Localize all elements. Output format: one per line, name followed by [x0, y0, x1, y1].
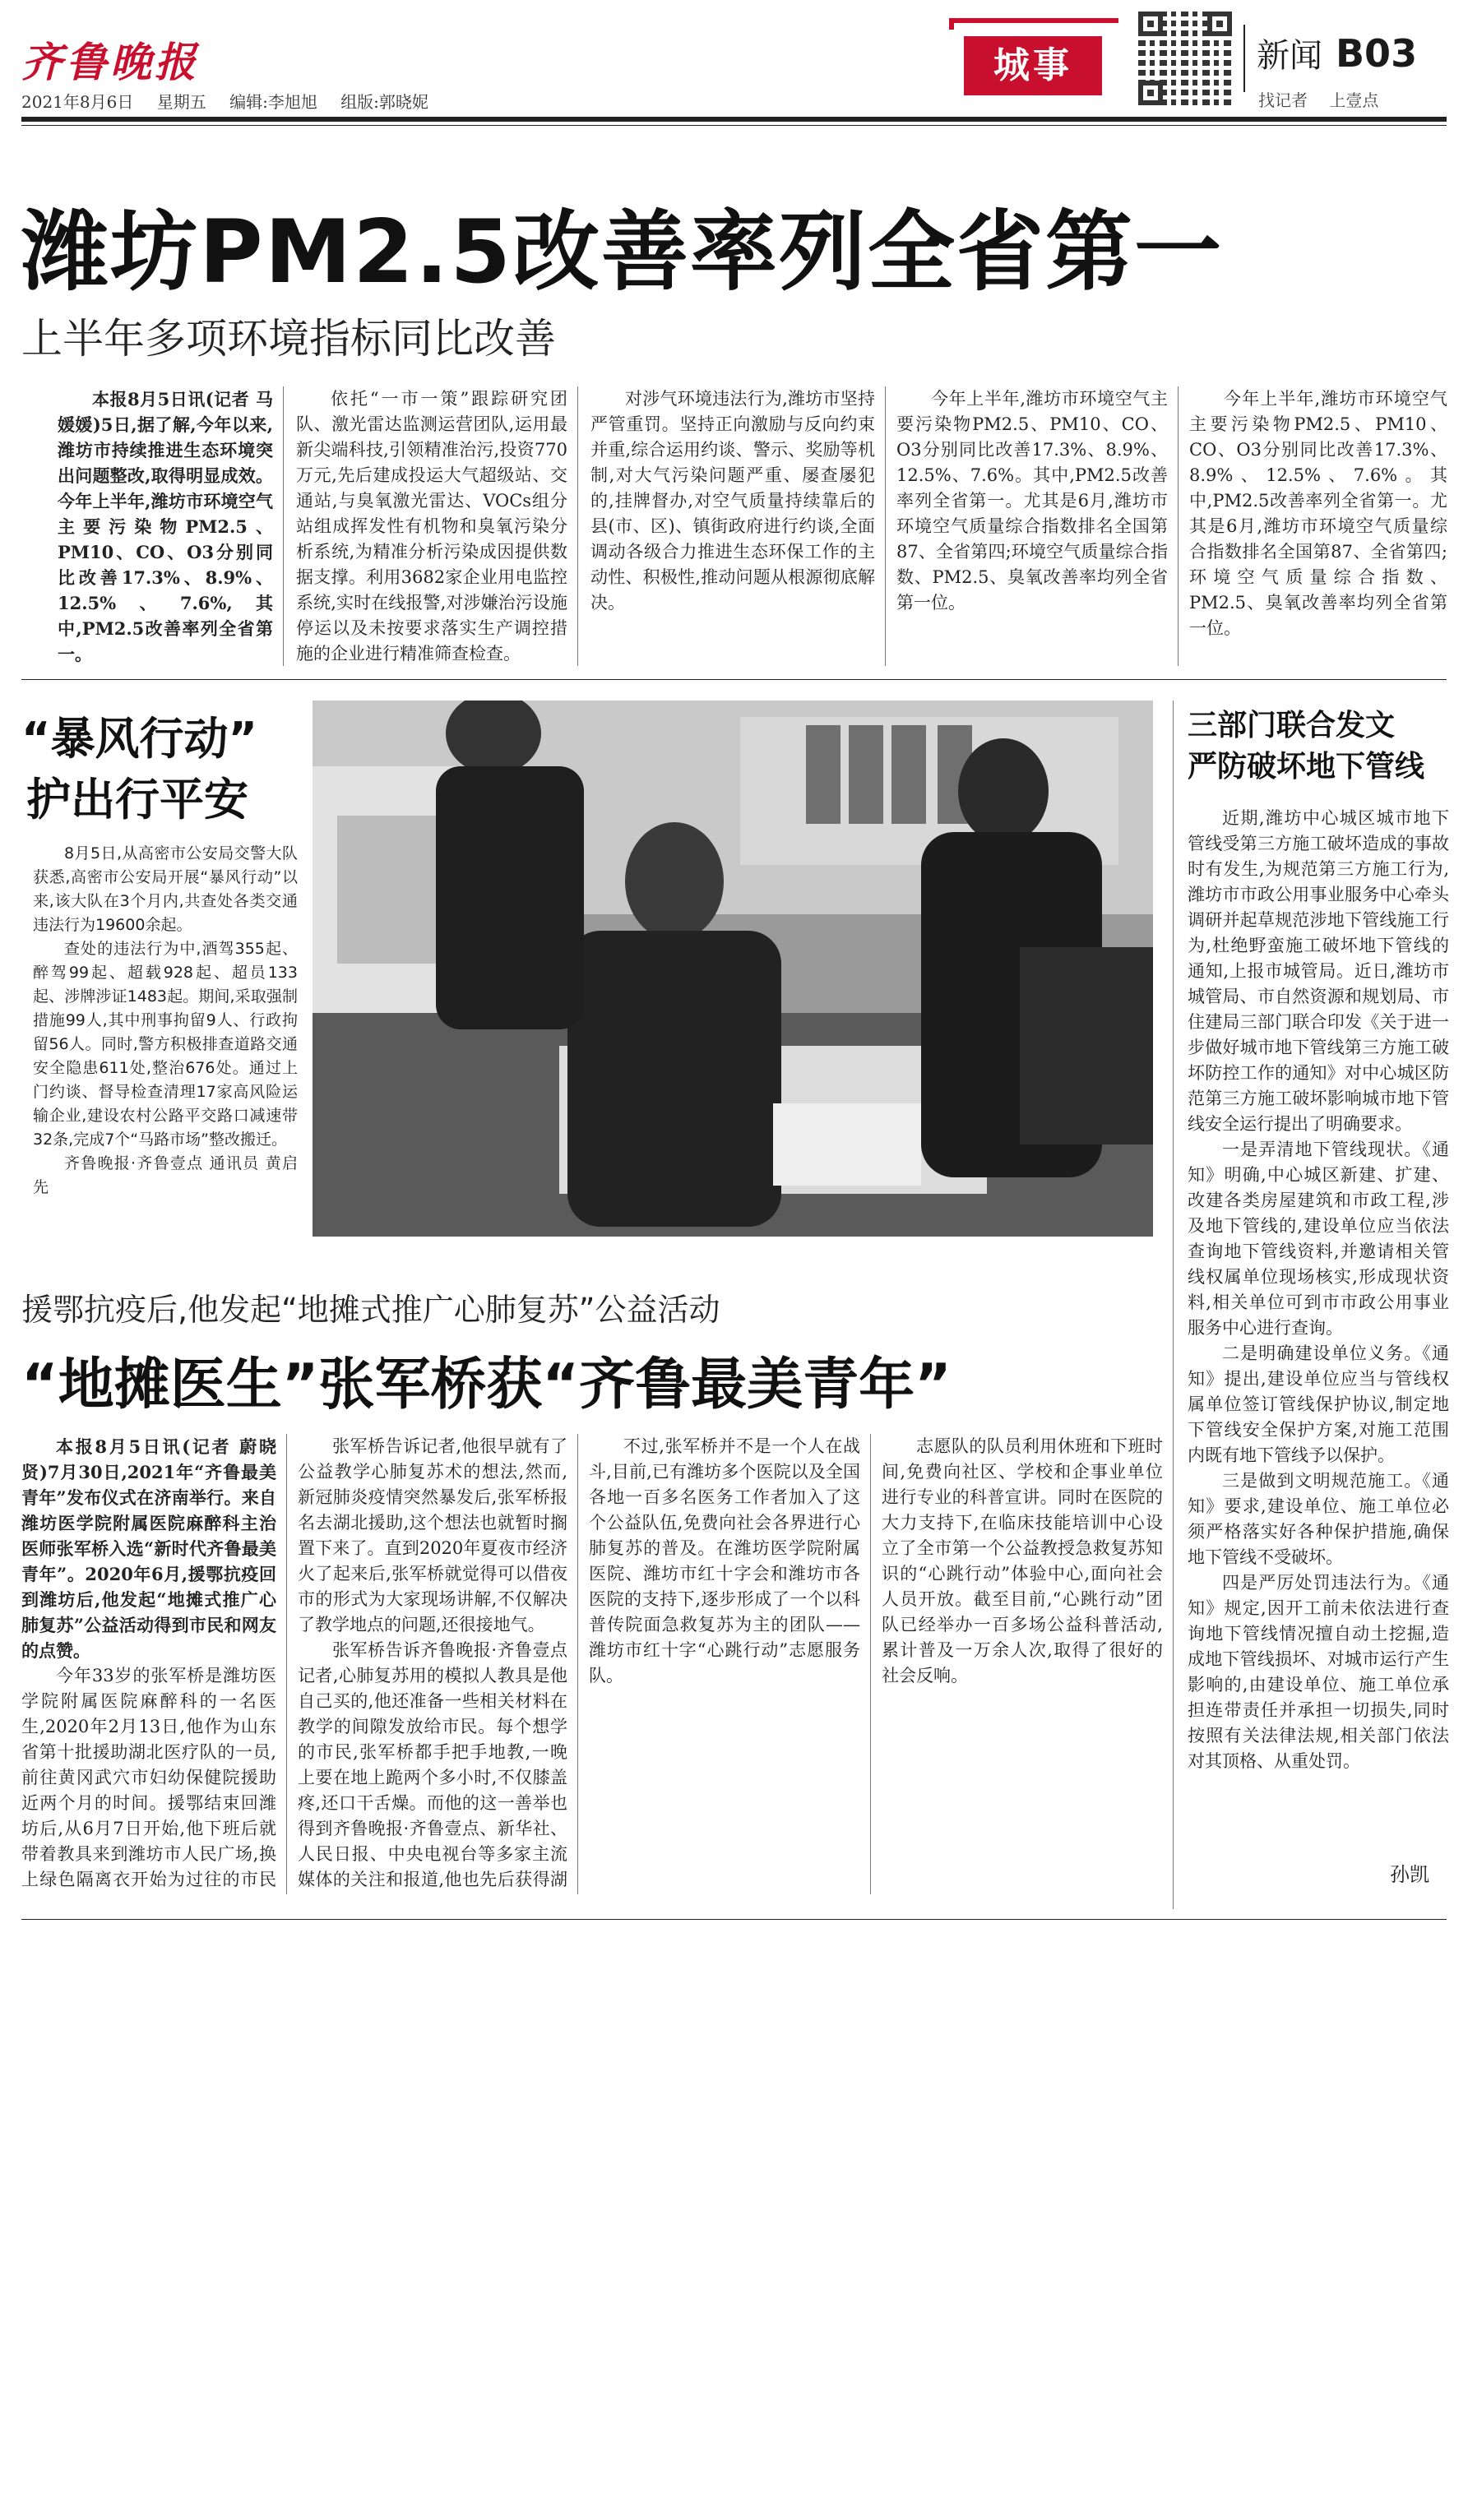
- police-scene-image: [313, 701, 1153, 1237]
- lead-headline: 潍坊PM2.5改善率列全省第一: [21, 201, 1223, 303]
- page-section: 新闻: [1257, 37, 1322, 75]
- doctor-headline: “地摊医生”张军桥获“齐鲁最美青年”: [21, 1352, 952, 1417]
- lead-col-1: 本报8月5日讯(记者 马媛媛)5日,据了解,今年以来,潍坊市持续推进生态环境突出问题整改,取得明显成效。今年上半年,潍坊市环境空气主要污染物PM2.5、PM10、CO、O3分别同比改善17.3%、8.9%、12.5%、7.6%,其中,PM2.5改善率列全省第一。: [58, 389, 273, 664]
- news-photo: [313, 701, 1153, 1237]
- issue-editor: 编辑:李旭旭: [229, 92, 317, 112]
- lead-col-5: 今年上半年,潍坊市环境空气主要污染物PM2.5、PM10、CO、O3分别同比改善17.3%、8.9%、12.5%、7.6%。其中,PM2.5改善率列全省第一。尤其是6月,潍坊市环境空气质量综合指数排名全国第87、全省第四;环境空气质量综合指数、PM2.5、臭氧改善率均列全省第一位。: [1189, 389, 1447, 638]
- lead-subhead: 上半年多项环境指标同比改善: [21, 315, 556, 363]
- qr-code-icon: [1138, 12, 1232, 105]
- lead-col-4: 今年上半年,潍坊市环境空气主要污染物PM2.5、PM10、CO、O3分别同比改善17.3%、8.9%、12.5%、7.6%。其中,PM2.5改善率列全省第一。尤其是6月,潍坊市环境空气质量综合指数排名全国第87、全省第四;环境空气质量综合指数、PM2.5、臭氧改善率均列全省第一位。: [896, 389, 1168, 613]
- section-label: 城事: [964, 36, 1102, 95]
- doctor-col-2: 张军桥告诉记者,他很早就有了公益教学心肺复苏术的想法,然而,新冠肺炎疫情突然暴发后,张军桥报名去湖北援助,这个想法也就暂时搁置下来了。直到2020年夏夜市经济火了起来后,张军桥就觉得可以借夜市的形式为大家现场讲解,不仅解决了教学地点的问题,还很接地气。 张军桥告诉齐鲁晚报·齐鲁壹点记者,心肺复苏用的模拟人教具是他自己买的,他还准备一些相关材料在教学的间隙发放给市民。每个想学的市民,张军桥都手把手地教,一晚上要在地上跪两个多小时,不仅膝盖疼,还口干舌燥。而他的这一善举也得到齐鲁晚报·齐鲁壹点、新华社、人民日报、中央电视台等多家主流媒体的关注和报道,他也先后获得湖: [298, 1436, 567, 1889]
- doctor-col-4: 志愿队的队员利用休班和下班时间,免费向社区、学校和企事业单位进行专业的科普宣讲。同时在医院的大力支持下,在临床技能培训中心设立了全市第一个公益教授急救复苏知识的“心跳行动”体验中心,面向社会人员开放。截至目前,“心跳行动”团队已经举办一百多场公益科普活动,累计普及一万余人次,取得了很好的社会反响。: [882, 1436, 1163, 1685]
- pipeline-body: 近期,潍坊中心城区城市地下管线受第三方施工破坏造成的事故时有发生,为规范第三方施工行为,潍坊市市政公用事业服务中心牵头调研并起草规范涉地下管线施工行为,杜绝野蛮施工破坏地下管线的通知,上报市城管局。近日,潍坊市城管局、市自然资源和规划局、市住建局三部门联合印发《关于进一步做好城市地下管线第三方施工破坏防控工作的通知》对中心城区防范第三方施工破坏影响城市地下管线安全运行提出了明确要求。 一是弄清地下管线现状。《通知》明确,中心城区新建、扩建、改建各类房屋建筑和市政工程,涉及地下管线的,建设单位应当依法查询地下管线资料,并邀请相关管线权属单位现场核实,形成现状资料,相关单位可到市市政公用事业服务中心进行查询。 二是明确建设单位义务。《通知》提出,建设单位应当与管线权属单位签订管线保护协议,制定地下管线安全保护方案,对施工范围内既有地下管线予以保护。 三是做到文明规范施工。《通知》要求,建设单位、施工单位必须严格落实好各种保护措施,确保地下管线不受破坏。 四是严厉处罚违法行为。《通知》规定,因开工前未依法进行查询地下管线情况擅自动土挖掘,造成地下管线损坏、对城市运行产生影响的,由建设单位、施工单位承担连带责任并承担一切损失,同时按照有关法律法规,相关部门依法对其顶格、从重处罚。: [1188, 808, 1449, 1771]
- lead-col-3: 对涉气环境违法行为,潍坊市坚持严管重罚。坚持正向激励与反向约束并重,综合运用约谈、警示、奖励等机制,对大气污染问题严重、屡查屡犯的,挂牌督办,对空气质量持续靠后的县(市、区)、镇街政府进行约谈,全面调动各级合力推进生态环保工作的主动性、积极性,推动问题从根源彻底解决。: [590, 389, 875, 613]
- storm-headline: “暴风行动” 护出行平安: [21, 713, 257, 825]
- masthead-rule: [21, 117, 1447, 122]
- pipeline-byline: 孙凯: [1390, 1863, 1429, 1886]
- reporter-line: 找记者 上壹点: [1258, 90, 1379, 110]
- issue-weekday: 星期五: [156, 92, 206, 112]
- section-tag: [949, 18, 1118, 99]
- doctor-kicker: 援鄂抗疫后,他发起“地摊式推广心肺复苏”公益活动: [21, 1292, 720, 1328]
- page-label: [1257, 30, 1417, 76]
- issue-layout: 组版:郭晓妮: [340, 92, 428, 112]
- issue-meta: [21, 89, 447, 113]
- newspaper-logo: 齐鲁晚报: [21, 38, 199, 86]
- lead-col-2: 依托“一市一策”跟踪研究团队、激光雷达监测运营团队,运用最新尖端科技,引领精准治污,投资770万元,先后建成投运大气超级站、交通站,与臭氧激光雷达、VOCs组分站组成挥发性有机物和臭氧污染分析系统,为精准分析污染成因提供数据支撑。利用3682家企业用电监控系统,实时在线报警,对涉嫌治污设施停运以及未按要求落实生产调控措施的企业进行精准筛查检查。: [296, 389, 567, 664]
- doctor-col-1: 本报8月5日讯(记者 蔚晓贤)7月30日,2021年“齐鲁最美青年”发布仪式在济南举行。来自潍坊医学院附属医院麻醉科主治医师张军桥入选“新时代齐鲁最美青年”。2020年6月,援鄂抗疫回到潍坊后,他发起“地摊式推广心肺复苏”公益活动得到市民和网友的点赞。 今年33岁的张军桥是潍坊医学院附属医院麻醉科的一名医生,2020年2月13日,他作为山东省第十批援助湖北医疗队的一员,前往黄冈武穴市妇幼保健院援助近两个月的时间。援鄂结束回潍坊后,从6月7日开始,他下班后就带着教具来到潍坊市人民广场,换上绿色隔离衣开始为过往的市民: [21, 1436, 276, 1889]
- page-number: B03: [1336, 31, 1418, 76]
- issue-date: 2021年8月6日: [21, 92, 134, 112]
- pipeline-headline: 三部门联合发文 严防破坏地下管线: [1188, 709, 1425, 784]
- storm-body: 8月5日,从高密市公安局交警大队获悉,高密市公安局开展“暴风行动”以来,该大队在3个月内,共查处各类交通违法行为19600余起。 查处的违法行为中,酒驾355起、醉驾99起、超载928起、超员133起、涉牌涉证1483起。期间,采取强制措施99人,其中刑事拘留9人、行政拘留56人。同时,警方积极排查道路交通安全隐患611处,整治676处。通过上门约谈、督导检查清理17家高风险运输企业,建设农村公路平交路口减速带32条,完成7个“马路市场”整改搬迁。 齐鲁晚报·齐鲁壹点 通讯员 黄启先: [33, 844, 298, 1196]
- doctor-col-3: 不过,张军桥并不是一个人在战斗,目前,已有潍坊多个医院以及全国各地一百多名医务工作者加入了这个公益队伍,免费向社会各界进行心肺复苏的普及。在潍坊医学院附属医院、潍坊市红十字会和潍坊市各医院的支持下,逐步形成了一个以科普传院面急救复苏为主的团队——潍坊市红十字“心跳行动”志愿服务队。: [589, 1436, 860, 1685]
